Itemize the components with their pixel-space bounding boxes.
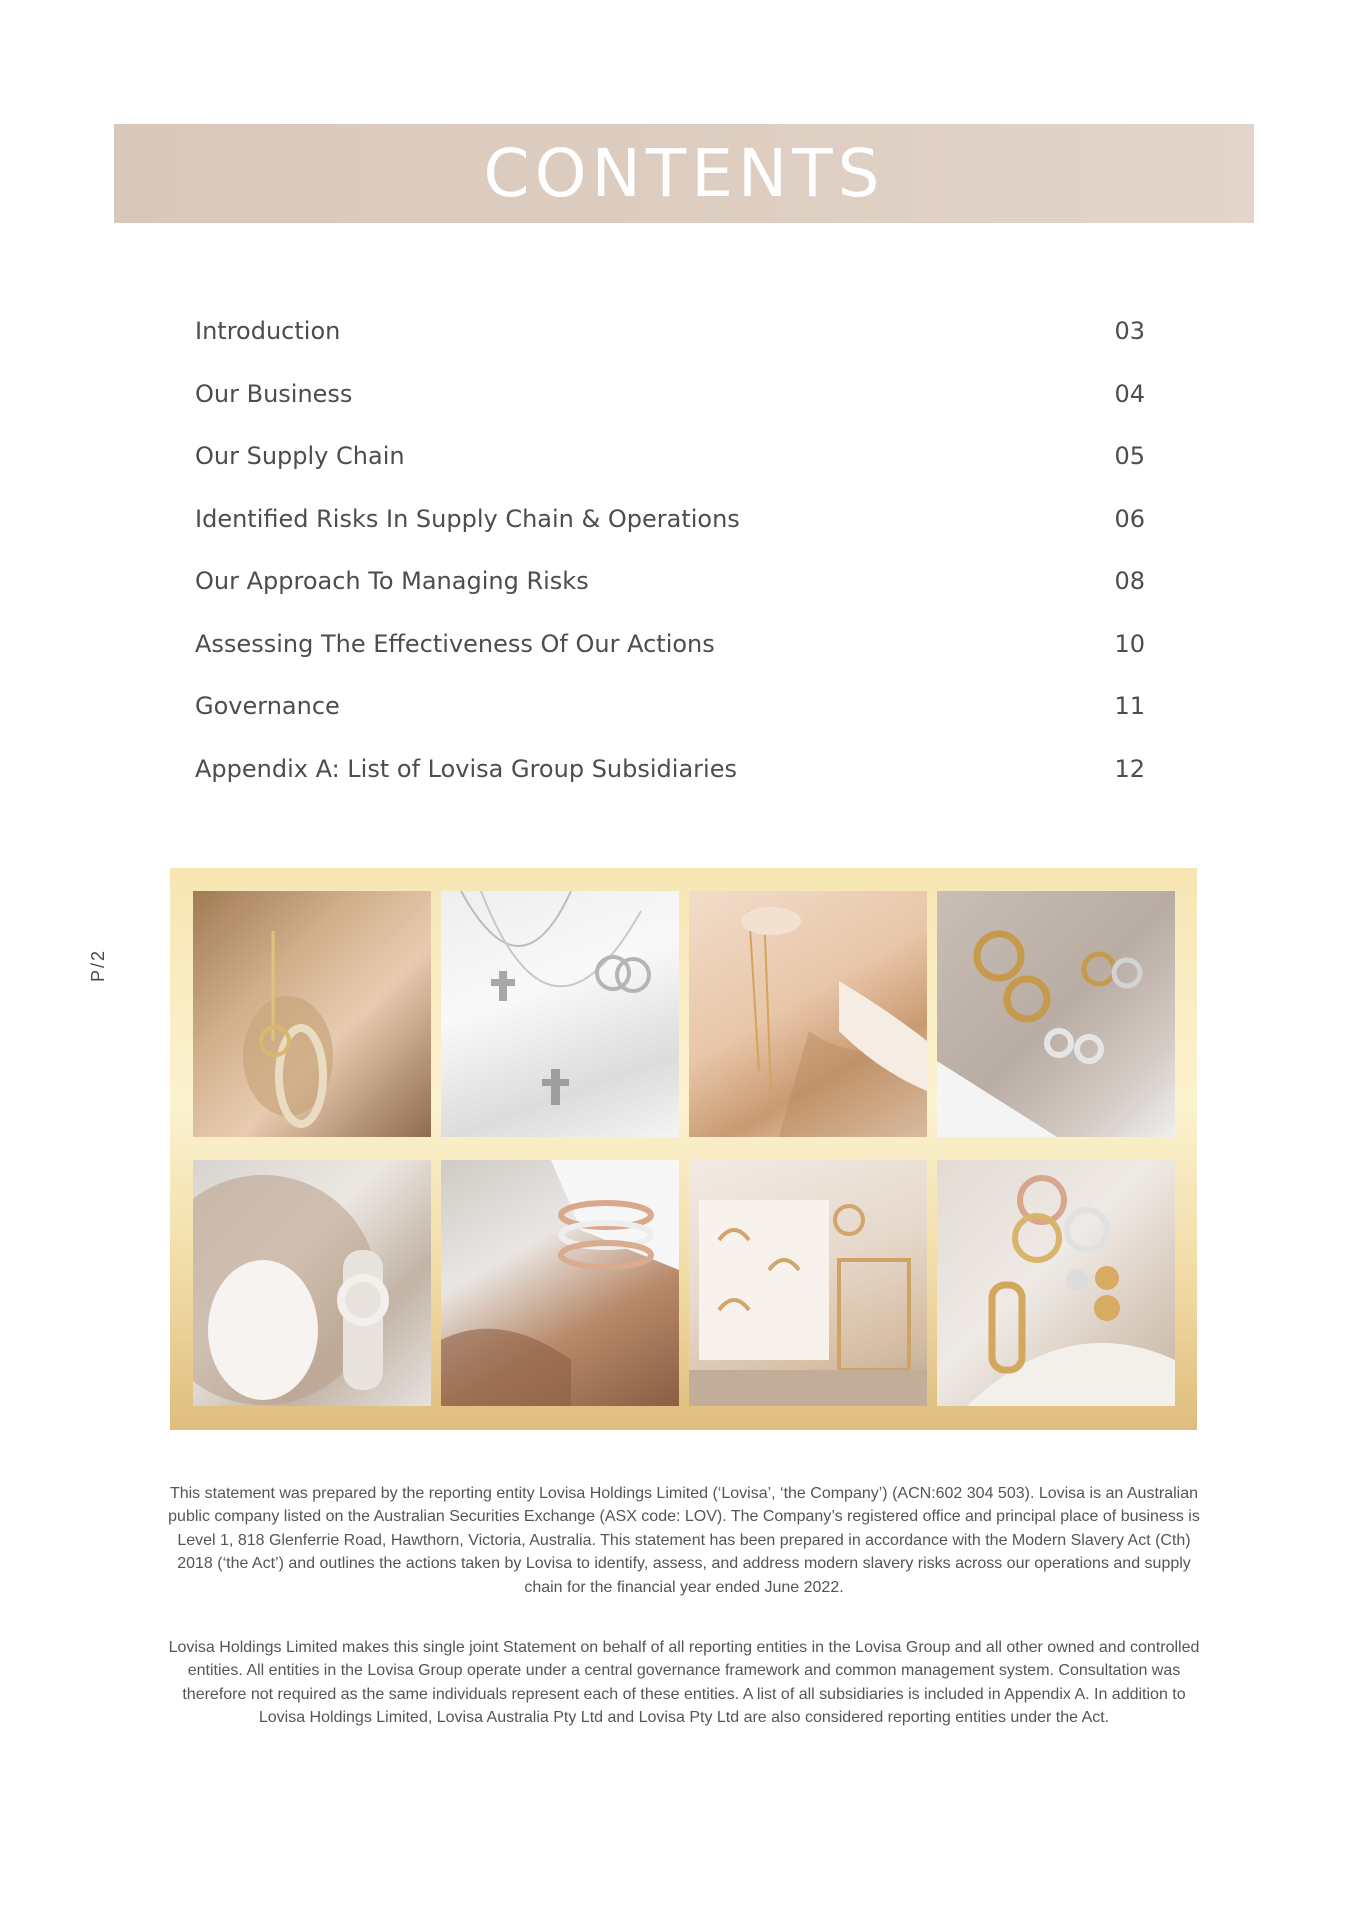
toc-entry-label: Our Approach To Managing Risks bbox=[195, 567, 589, 596]
page-title: CONTENTS bbox=[483, 134, 885, 212]
toc-entry-identified-risks[interactable] bbox=[195, 488, 1145, 551]
rings-and-studs-photo bbox=[937, 1160, 1175, 1406]
earring-photo-art bbox=[193, 891, 431, 1137]
toc-entry-label: Our Business bbox=[195, 379, 353, 408]
toc-entry-page: 04 bbox=[1114, 379, 1145, 408]
toc-entry-assessing-effectiveness[interactable] bbox=[195, 613, 1145, 676]
toc-entry-introduction[interactable] bbox=[195, 300, 1145, 363]
pendant-photo bbox=[689, 891, 927, 1137]
page-number-text: P/2 bbox=[88, 948, 109, 982]
toc-entry-label: Introduction bbox=[195, 317, 341, 346]
pendant-photo-art bbox=[689, 891, 927, 1137]
joint-statement-paragraph: Lovisa Holdings Limited makes this single joint Statement on behalf of all reporting entities in the Lovisa Group and all other owned and controlled entities. All entities in the Lovisa Group operate under a central governance framework and common management system. Consultation was therefore not required as the same individuals represent each of these entities. A list of all subsidiaries is included in Appendix A. In addition to Lovisa Holdings Limited, Lovisa Australia Pty Ltd and Lovisa Pty Ltd are also considered reporting entities under the Act. bbox=[168, 1639, 1200, 1727]
toc-entry-page: 12 bbox=[1114, 754, 1145, 783]
toc-entry-label: Appendix A: List of Lovisa Group Subsidiaries bbox=[195, 754, 737, 783]
toc-entry-page: 06 bbox=[1114, 504, 1145, 533]
toc-entry-label: Our Supply Chain bbox=[195, 442, 405, 471]
mirror-portrait-photo bbox=[193, 1160, 431, 1406]
toc-entry-governance[interactable] bbox=[195, 675, 1145, 738]
toc-entry-managing-risks[interactable] bbox=[195, 550, 1145, 613]
toc-entry-our-business[interactable] bbox=[195, 363, 1145, 426]
toc-entry-label: Identified Risks In Supply Chain & Operations bbox=[195, 504, 740, 533]
jewellery-photo-gallery bbox=[170, 868, 1197, 1430]
bangles-photo bbox=[441, 1160, 679, 1406]
hoop-earrings-photo-art bbox=[937, 891, 1175, 1137]
toc-entry-appendix-a[interactable] bbox=[195, 738, 1145, 801]
earring-photo bbox=[193, 891, 431, 1137]
necklace-photo-art bbox=[441, 891, 679, 1137]
statement-paragraph: This statement was prepared by the reporting entity Lovisa Holdings Limited (‘Lovisa’, ‘the Company’) (ACN:602 304 503). Lovisa is an Australian public company listed on the Australian Securities Exchange (ASX code: LOV). The Company’s registered office and principal place of business is Level 1, 818 Glenferrie Road, Hawthorn, Victoria, Australia. This statement has been prepared in accordance with the Modern Slavery Act (Cth) 2018 (‘the Act’) and outlines the actions taken by Lovisa to identify, assess, and address modern slavery risks across our operations and supply chain for the financial year ended June 2022. bbox=[168, 1485, 1200, 1596]
toc-entry-our-supply-chain[interactable] bbox=[195, 425, 1145, 488]
rings-and-studs-photo-art bbox=[937, 1160, 1175, 1406]
toc-entry-page: 08 bbox=[1114, 567, 1145, 596]
contents-banner bbox=[114, 124, 1254, 223]
toc-entry-page: 10 bbox=[1114, 629, 1145, 658]
mirror-portrait-photo-art bbox=[193, 1160, 431, 1406]
toc-entry-label: Assessing The Effectiveness Of Our Actions bbox=[195, 629, 715, 658]
toc-entry-page: 05 bbox=[1114, 442, 1145, 471]
bangles-photo-art bbox=[441, 1160, 679, 1406]
table-of-contents bbox=[195, 300, 1145, 800]
page-number-label bbox=[84, 945, 114, 985]
toc-entry-page: 03 bbox=[1114, 317, 1145, 346]
jewellery-tray-photo-art bbox=[689, 1160, 927, 1406]
necklace-photo bbox=[441, 891, 679, 1137]
toc-entry-page: 11 bbox=[1114, 692, 1145, 721]
hoop-earrings-photo bbox=[937, 891, 1175, 1137]
toc-entry-label: Governance bbox=[195, 692, 340, 721]
jewellery-tray-photo bbox=[689, 1160, 927, 1406]
